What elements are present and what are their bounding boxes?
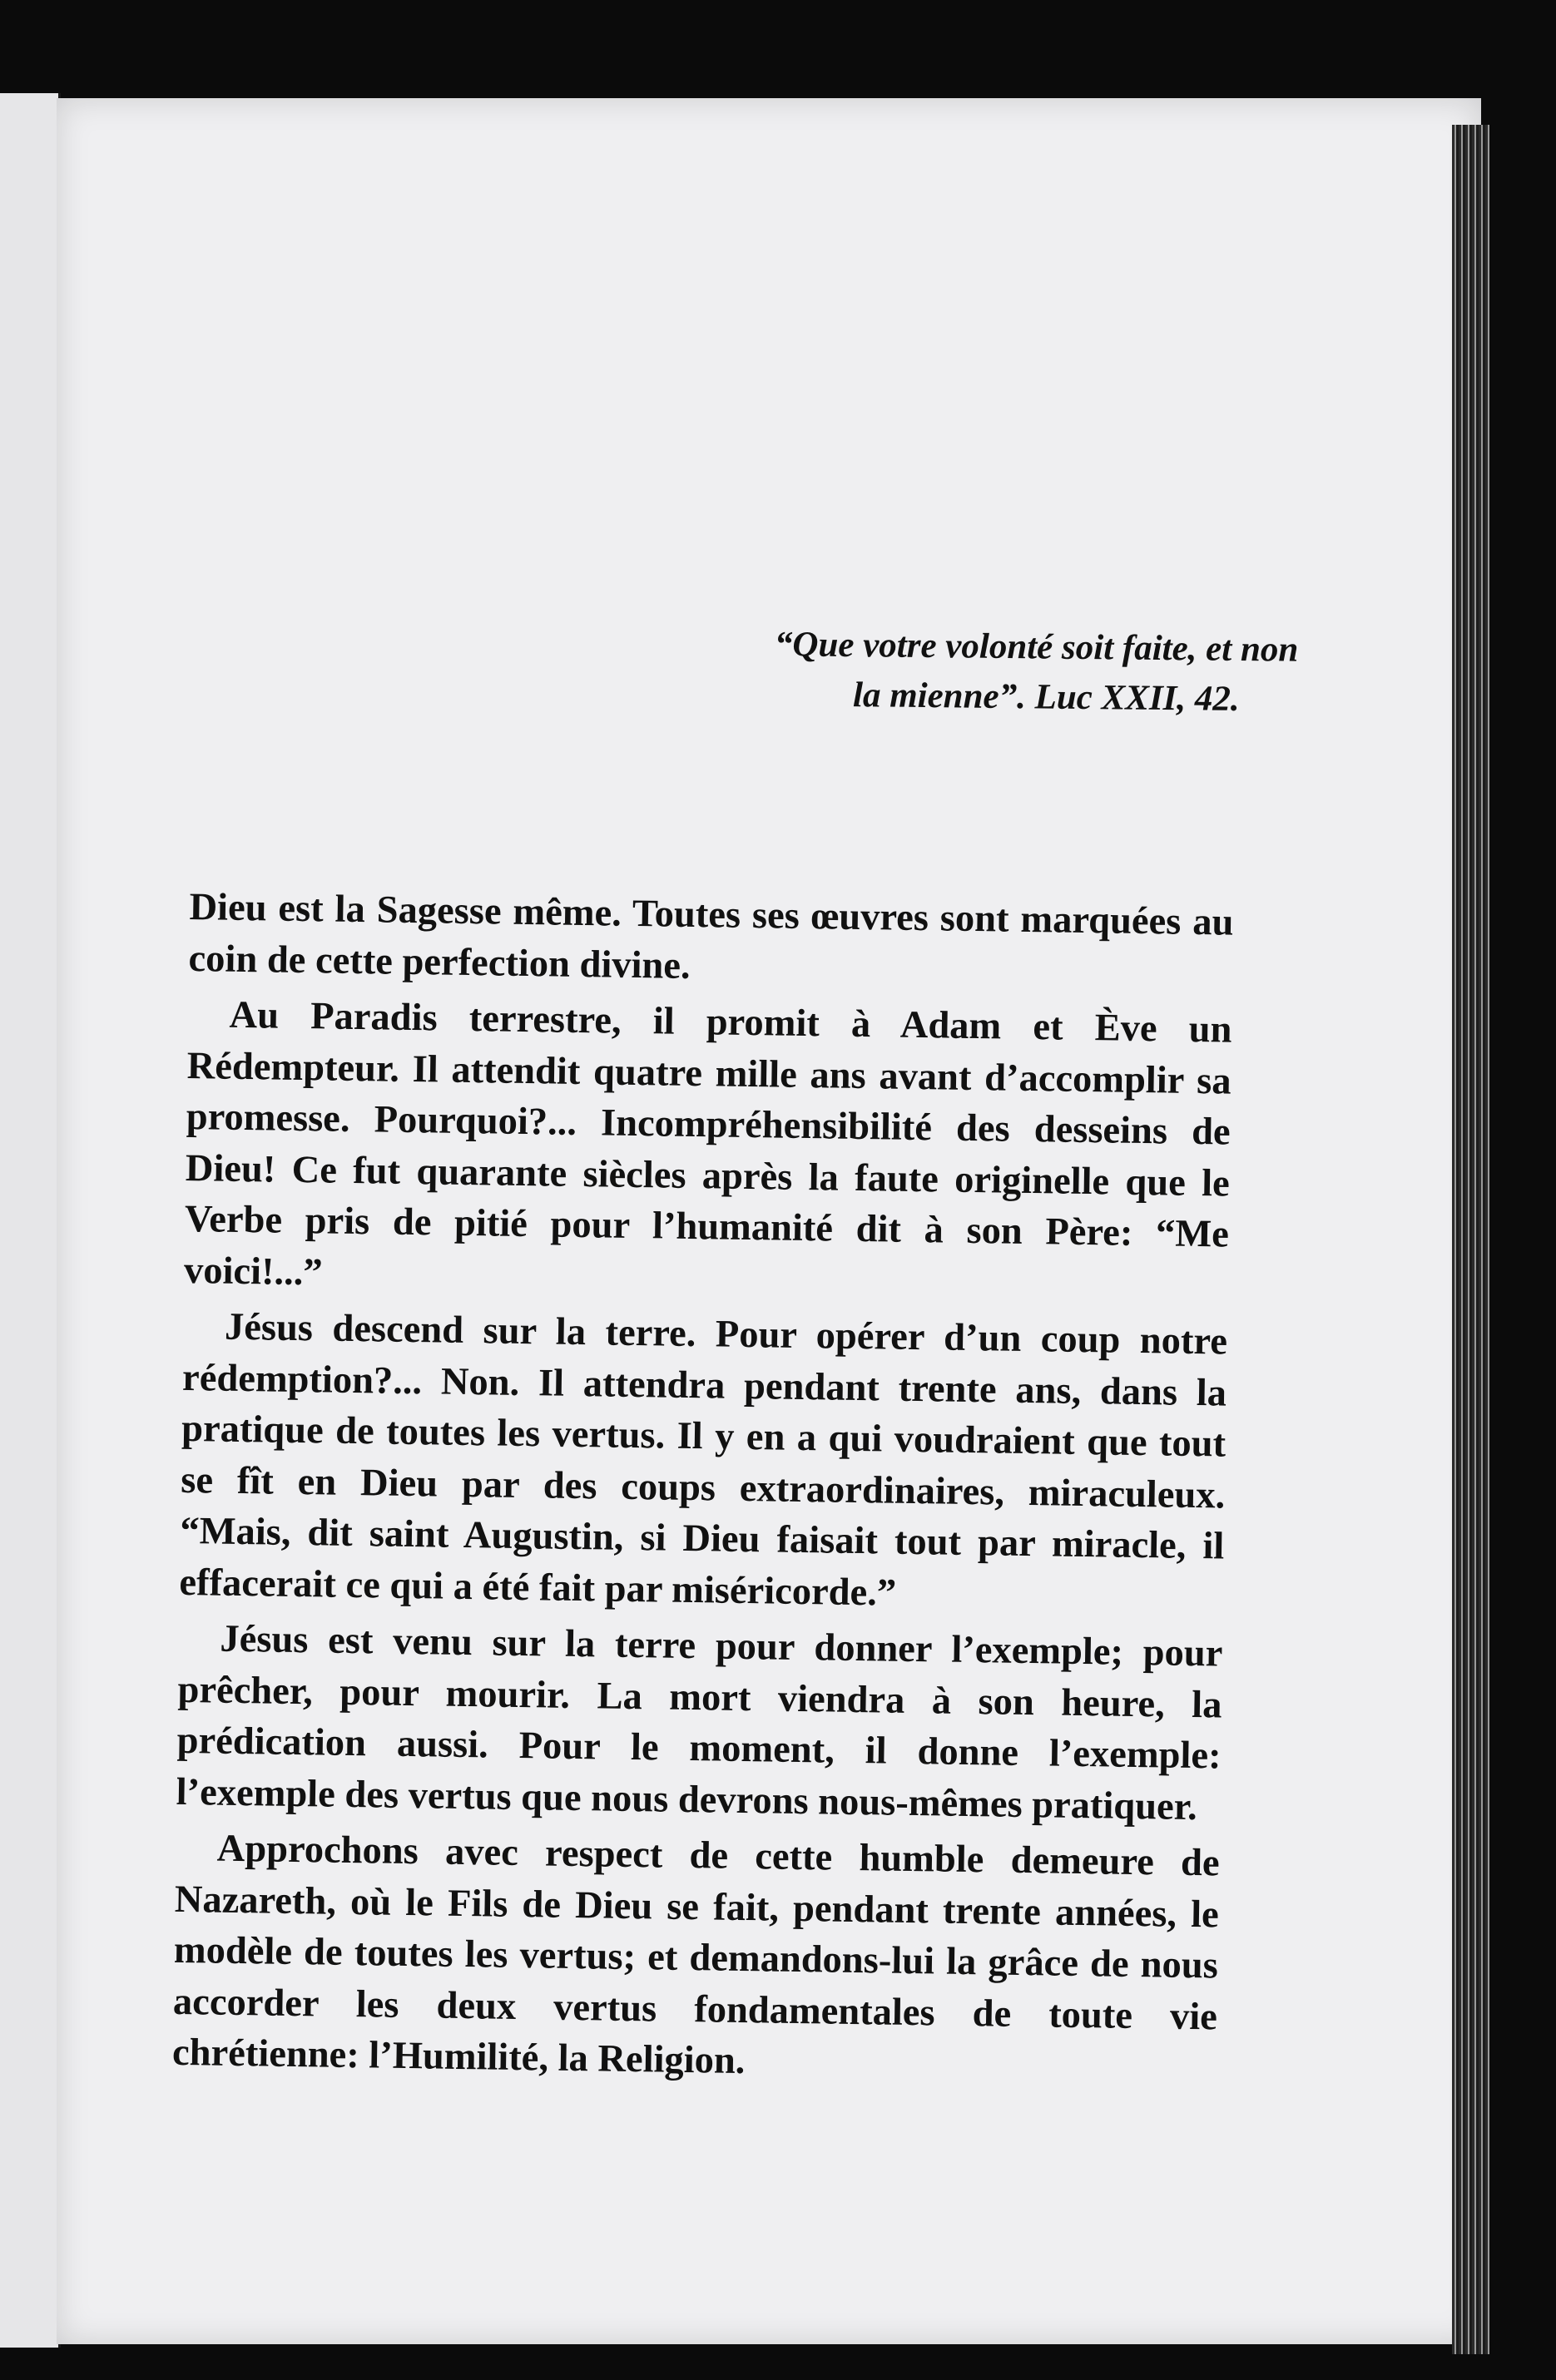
paragraph: Approchons avec respect de cette humble demeure de Nazareth, où le Fils de Dieu se fait, pendant trente années, le modèle de toutes les vertus; et demandons-lui la grâce de nous accorder les deux vertus fondamentales de toute vie chrétienne: l’Humilité, la Religion.	[171, 1827, 1221, 2083]
paragraph: Jésus est venu sur la terre pour donner l’exemple; pour prêcher, pour mourir. La mort viendra à son heure, la prédication aussi. Pour le moment, il donne l’exemple: l’exemple des vertus que nous devrons nous-mêmes pratiquer.	[176, 1617, 1223, 1828]
epigraph	[715, 619, 1298, 725]
epigraph-line-1: “Que votre volonté soit faite, et non	[774, 625, 1299, 670]
previous-page-edge	[0, 93, 61, 2348]
epigraph-line-2: la mienne”. Luc XXII, 42.	[852, 675, 1240, 719]
page-stack-edge	[1452, 125, 1489, 2354]
paragraph: Au Paradis terrestre, il promit à Adam et Ève un Rédempteur. Il attendit quatre mille ans avant d’accomplir sa promesse. Pourquoi?... Incompréhensibilité des desseins de Dieu! Ce fut quarante siècles après la faute originelle que le Verbe pris de pitié pour l’humanité dit à son Père: “Me voici!...”	[183, 993, 1232, 1294]
paragraph: Dieu est la Sagesse même. Toutes ses œuvres sont marquées au coin de cette perfection divine.	[188, 885, 1234, 987]
paragraph: Jésus descend sur la terre. Pour opérer d’un coup notre rédemption?... Non. Il attendra pendant trente ans, dans la pratique de toutes les vertus. Il y en a qui voudraient que tout se fît en Dieu par des coups extraordinaires, miraculeux. “Mais, dit saint Augustin, si Dieu faisait tout par miracle, il effacerait ce qui a été fait par miséricorde.”	[179, 1305, 1228, 1615]
body-text	[172, 882, 1234, 2099]
